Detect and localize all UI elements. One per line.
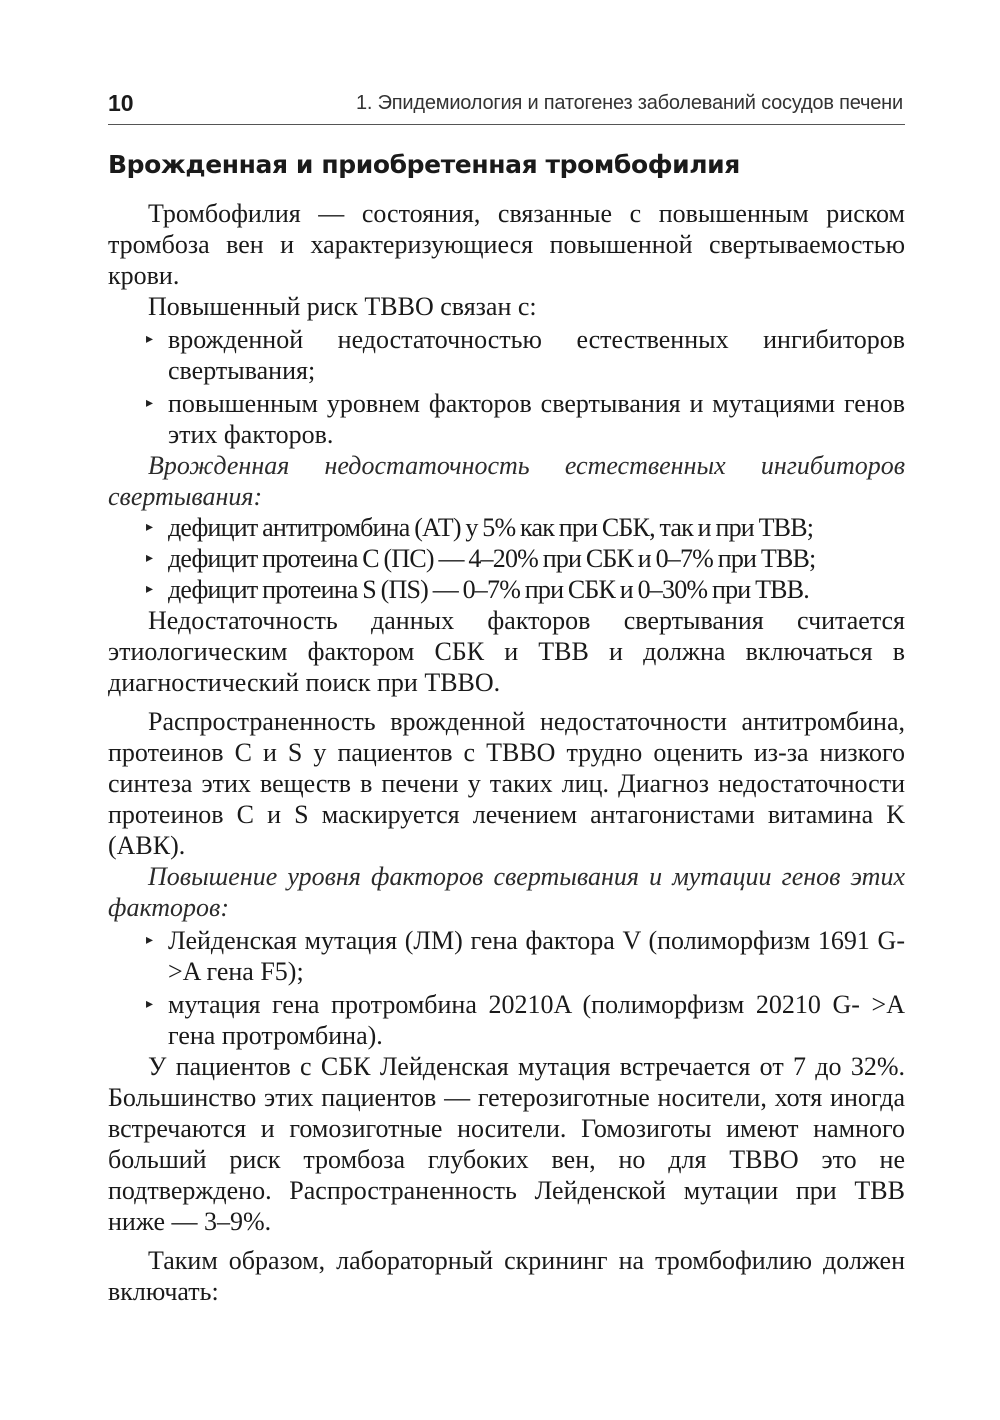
risk-factors-list [108, 324, 905, 450]
list-item: ▸ дефицит протеина S (ПS) — 0–7% при СБК и 0–30% при ТВВ. [146, 575, 809, 604]
list-item: ▸ дефицит протеина C (ПС) — 4–20% при СБК и 0–7% при ТВВ; [146, 544, 816, 573]
paragraph-screening: Таким образом, лабораторный скрининг на тромбофилию должен включать: [108, 1246, 905, 1306]
triangle-right-icon: ▸ [146, 551, 153, 566]
triangle-right-icon: ▸ [146, 520, 153, 535]
list-item: ▸ дефицит антитромбина (АТ) у 5% как при СБК, так и при ТВВ; [146, 513, 814, 542]
running-header [108, 86, 905, 125]
triangle-right-icon: ▸ [146, 582, 153, 597]
body-text [108, 198, 905, 1307]
triangle-right-icon: ▸ [146, 933, 154, 948]
subheading-congenital-deficiency: Врожденная недостаточность естественных ингибиторов свертывания: [108, 451, 905, 511]
running-title: 1. Эпидемиология и патогенез заболеваний сосудов печени [355, 92, 903, 114]
paragraph-etiology: Недостаточность данных факторов свертывания считается этиологическим фактором СБК и ТВВ и должна включаться в диагностический поиск при ТВВО. [108, 606, 905, 697]
triangle-right-icon: ▸ [146, 396, 154, 411]
triangle-right-icon: ▸ [146, 997, 154, 1012]
list-item: ▸ Лейденская мутация (ЛМ) гена фактора V (полиморфизм 1691 G- >A гена F5); [146, 926, 905, 986]
list-item: ▸ повышенным уровнем факторов свертывания и мутациями генов этих факторов. [146, 389, 905, 449]
list-item: ▸ врожденной недостаточностью естественных ингибиторов свертывания; [146, 325, 905, 385]
subheading-elevated-factors: Повышение уровня факторов свертывания и мутации генов этих факторов: [108, 862, 905, 922]
paragraph-prevalence: Распространенность врожденной недостаточности антитромбина, протеинов C и S у пациентов с ТВВО трудно оценить из-за низкого синтеза этих веществ в печени у таких лиц. Диагноз недостаточности протеинов C и S маскируется лечением антагонистами витамина K (АВК). [108, 707, 905, 860]
paragraph-leiden-mutation: У пациентов с СБК Лейденская мутация встречается от 7 до 32%. Большинство этих пациентов — гетерозиготные носители, хотя иногда встречаются и гомозиготные носители. Гомозиготы имеют намного больший риск тромбоза глубоких вен, но для ТВВО это не подтверждено. Распространенность Лейденской мутации при ТВВ ниже — 3–9%. [108, 1052, 905, 1236]
page-number: 10 [108, 90, 134, 116]
section-title: Врожденная и приобретенная тромбофилия [108, 150, 740, 179]
inhibitor-deficiency-list [108, 512, 905, 605]
triangle-right-icon: ▸ [146, 332, 154, 347]
list-item: ▸ мутация гена протромбина 20210A (полиморфизм 20210 G- >A гена протромбина). [146, 990, 905, 1050]
paragraph-risk-intro: Повышенный риск ТВВО связан с: [148, 292, 537, 321]
mutations-list [108, 925, 905, 1051]
paragraph-definition: Тромбофилия — состояния, связанные с повышенным риском тромбоза вен и характеризующиеся повышенной свертываемостью крови. [108, 199, 905, 290]
